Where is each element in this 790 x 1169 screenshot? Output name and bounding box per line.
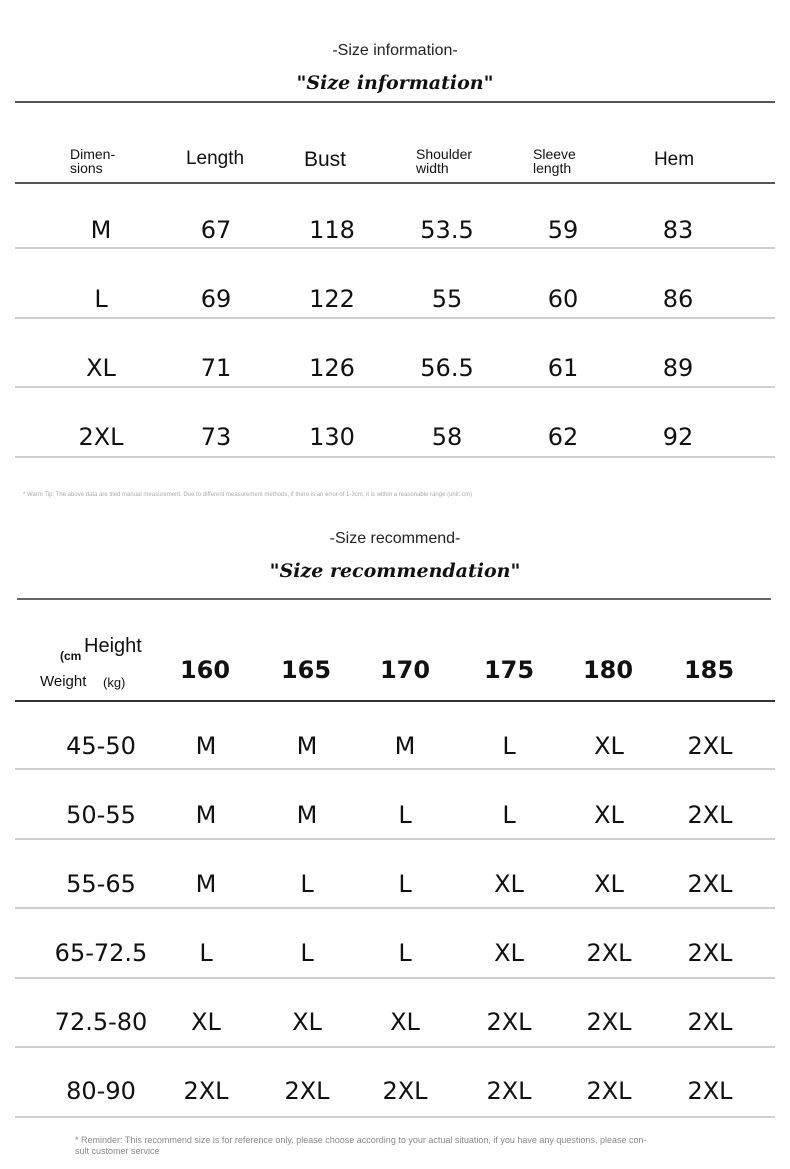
height-160: 160	[179, 656, 231, 684]
hem-cell: 83	[662, 216, 694, 244]
rec-size-cell: L	[398, 870, 412, 898]
size-cell: XL	[86, 354, 116, 382]
rec-size-cell: XL	[494, 939, 524, 967]
rec-size-cell: 2XL	[486, 1077, 532, 1105]
rec-size-cell: 2XL	[586, 1008, 632, 1036]
header-divider	[15, 700, 775, 702]
rec-size-cell: 2XL	[687, 1077, 733, 1105]
hem-cell: 86	[662, 285, 694, 313]
shoulder-cell: 53.5	[420, 216, 474, 244]
shoulder-cell: 58	[431, 423, 463, 451]
weight-range-cell: 65-72.5	[54, 939, 148, 967]
rec-size-cell: XL	[292, 1008, 322, 1036]
rec-size-cell: XL	[390, 1008, 420, 1036]
rec-size-cell: M	[394, 732, 416, 760]
weight-label: Weight	[40, 673, 87, 690]
rec-size-cell: L	[398, 801, 412, 829]
row-divider	[15, 386, 775, 388]
rec-size-cell: M	[296, 801, 318, 829]
rec-size-cell: M	[296, 732, 318, 760]
rec-size-cell: XL	[594, 732, 624, 760]
row-divider	[15, 247, 775, 249]
row-divider	[15, 1046, 775, 1048]
rec-size-cell: 2XL	[687, 1008, 733, 1036]
weight-range-cell: 80-90	[66, 1077, 136, 1105]
height-175: 175	[483, 656, 535, 684]
sleeve-cell: 60	[547, 285, 579, 313]
rec-size-cell: XL	[191, 1008, 221, 1036]
rec-size-cell: L	[502, 801, 516, 829]
rec-size-cell: XL	[594, 870, 624, 898]
height-label: Height	[84, 635, 142, 657]
bust-cell: 122	[309, 285, 355, 313]
row-divider	[15, 907, 775, 909]
height-165: 165	[280, 656, 332, 684]
header-hem: Hem	[653, 149, 695, 170]
rec-size-cell: 2XL	[183, 1077, 229, 1105]
row-divider	[15, 977, 775, 979]
shoulder-cell: 55	[431, 285, 463, 313]
section-divider	[17, 598, 771, 600]
row-divider	[15, 768, 775, 770]
weight-range-cell: 55-65	[66, 870, 136, 898]
weight-range-cell: 50-55	[66, 801, 136, 829]
header-sleeve-length: Sleeve length	[533, 146, 576, 176]
rec-size-cell: XL	[494, 870, 524, 898]
rec-size-cell: XL	[594, 801, 624, 829]
rec-size-cell: 2XL	[687, 939, 733, 967]
size-cell: 2XL	[78, 423, 124, 451]
sleeve-cell: 62	[547, 423, 579, 451]
header-dimensions: Dimen- sions	[70, 146, 116, 176]
warm-tip: * Warm Tip: The above data are tiled manual measurement. Due to different measurement methods, if there is an error of 1-3cm, it is within a reasonable range (unit: cm)	[23, 492, 473, 498]
rec-size-cell: 2XL	[586, 939, 632, 967]
size-info-subtitle: -Size information-	[332, 42, 458, 59]
weight-range-cell: 45-50	[66, 732, 136, 760]
header-bust: Bust	[303, 148, 347, 171]
header-shoulder-width: Shoulder width	[416, 146, 473, 176]
rec-size-cell: L	[199, 939, 213, 967]
rec-size-cell: L	[398, 939, 412, 967]
rec-size-cell: L	[502, 732, 516, 760]
rec-size-cell: 2XL	[687, 732, 733, 760]
size-cell: L	[94, 285, 108, 313]
header-divider	[15, 182, 775, 184]
bust-cell: 130	[309, 423, 355, 451]
length-cell: 71	[200, 354, 232, 382]
section-divider	[15, 101, 775, 103]
size-info-title: "Size information"	[296, 72, 494, 94]
sleeve-cell: 59	[547, 216, 579, 244]
rec-size-cell: 2XL	[486, 1008, 532, 1036]
rec-size-cell: 2XL	[382, 1077, 428, 1105]
rec-size-cell: M	[195, 870, 217, 898]
rec-size-cell: L	[300, 939, 314, 967]
sleeve-cell: 61	[547, 354, 579, 382]
rec-size-cell: L	[300, 870, 314, 898]
rec-size-cell: 2XL	[687, 870, 733, 898]
header-length: Length	[185, 148, 245, 169]
rec-size-cell: M	[195, 732, 217, 760]
rec-size-cell: 2XL	[586, 1077, 632, 1105]
row-divider	[15, 456, 775, 458]
rec-size-cell: 2XL	[687, 801, 733, 829]
size-cell: M	[90, 216, 112, 244]
rec-size-cell: 2XL	[284, 1077, 330, 1105]
bust-cell: 118	[309, 216, 355, 244]
weight-range-cell: 72.5-80	[54, 1008, 148, 1036]
row-divider	[15, 1116, 775, 1118]
length-cell: 73	[200, 423, 232, 451]
height-170: 170	[379, 656, 431, 684]
kg-unit-label: (kg)	[103, 675, 126, 690]
row-divider	[15, 838, 775, 840]
hem-cell: 89	[662, 354, 694, 382]
length-cell: 69	[200, 285, 232, 313]
height-180: 180	[582, 656, 634, 684]
height-185: 185	[683, 656, 735, 684]
size-rec-subtitle: -Size recommend-	[329, 530, 461, 547]
shoulder-cell: 56.5	[420, 354, 474, 382]
length-cell: 67	[200, 216, 232, 244]
bust-cell: 126	[309, 354, 355, 382]
reminder-note: * Reminder: This recommend size is for reference only, please choose according to your actual situation, if you have any questions, please con- sult customer service	[75, 1135, 647, 1156]
size-rec-title: "Size recommendation"	[269, 560, 521, 582]
rec-size-cell: M	[195, 801, 217, 829]
hem-cell: 92	[662, 423, 694, 451]
row-divider	[15, 317, 775, 319]
cm-unit-label: (cm	[60, 649, 82, 663]
